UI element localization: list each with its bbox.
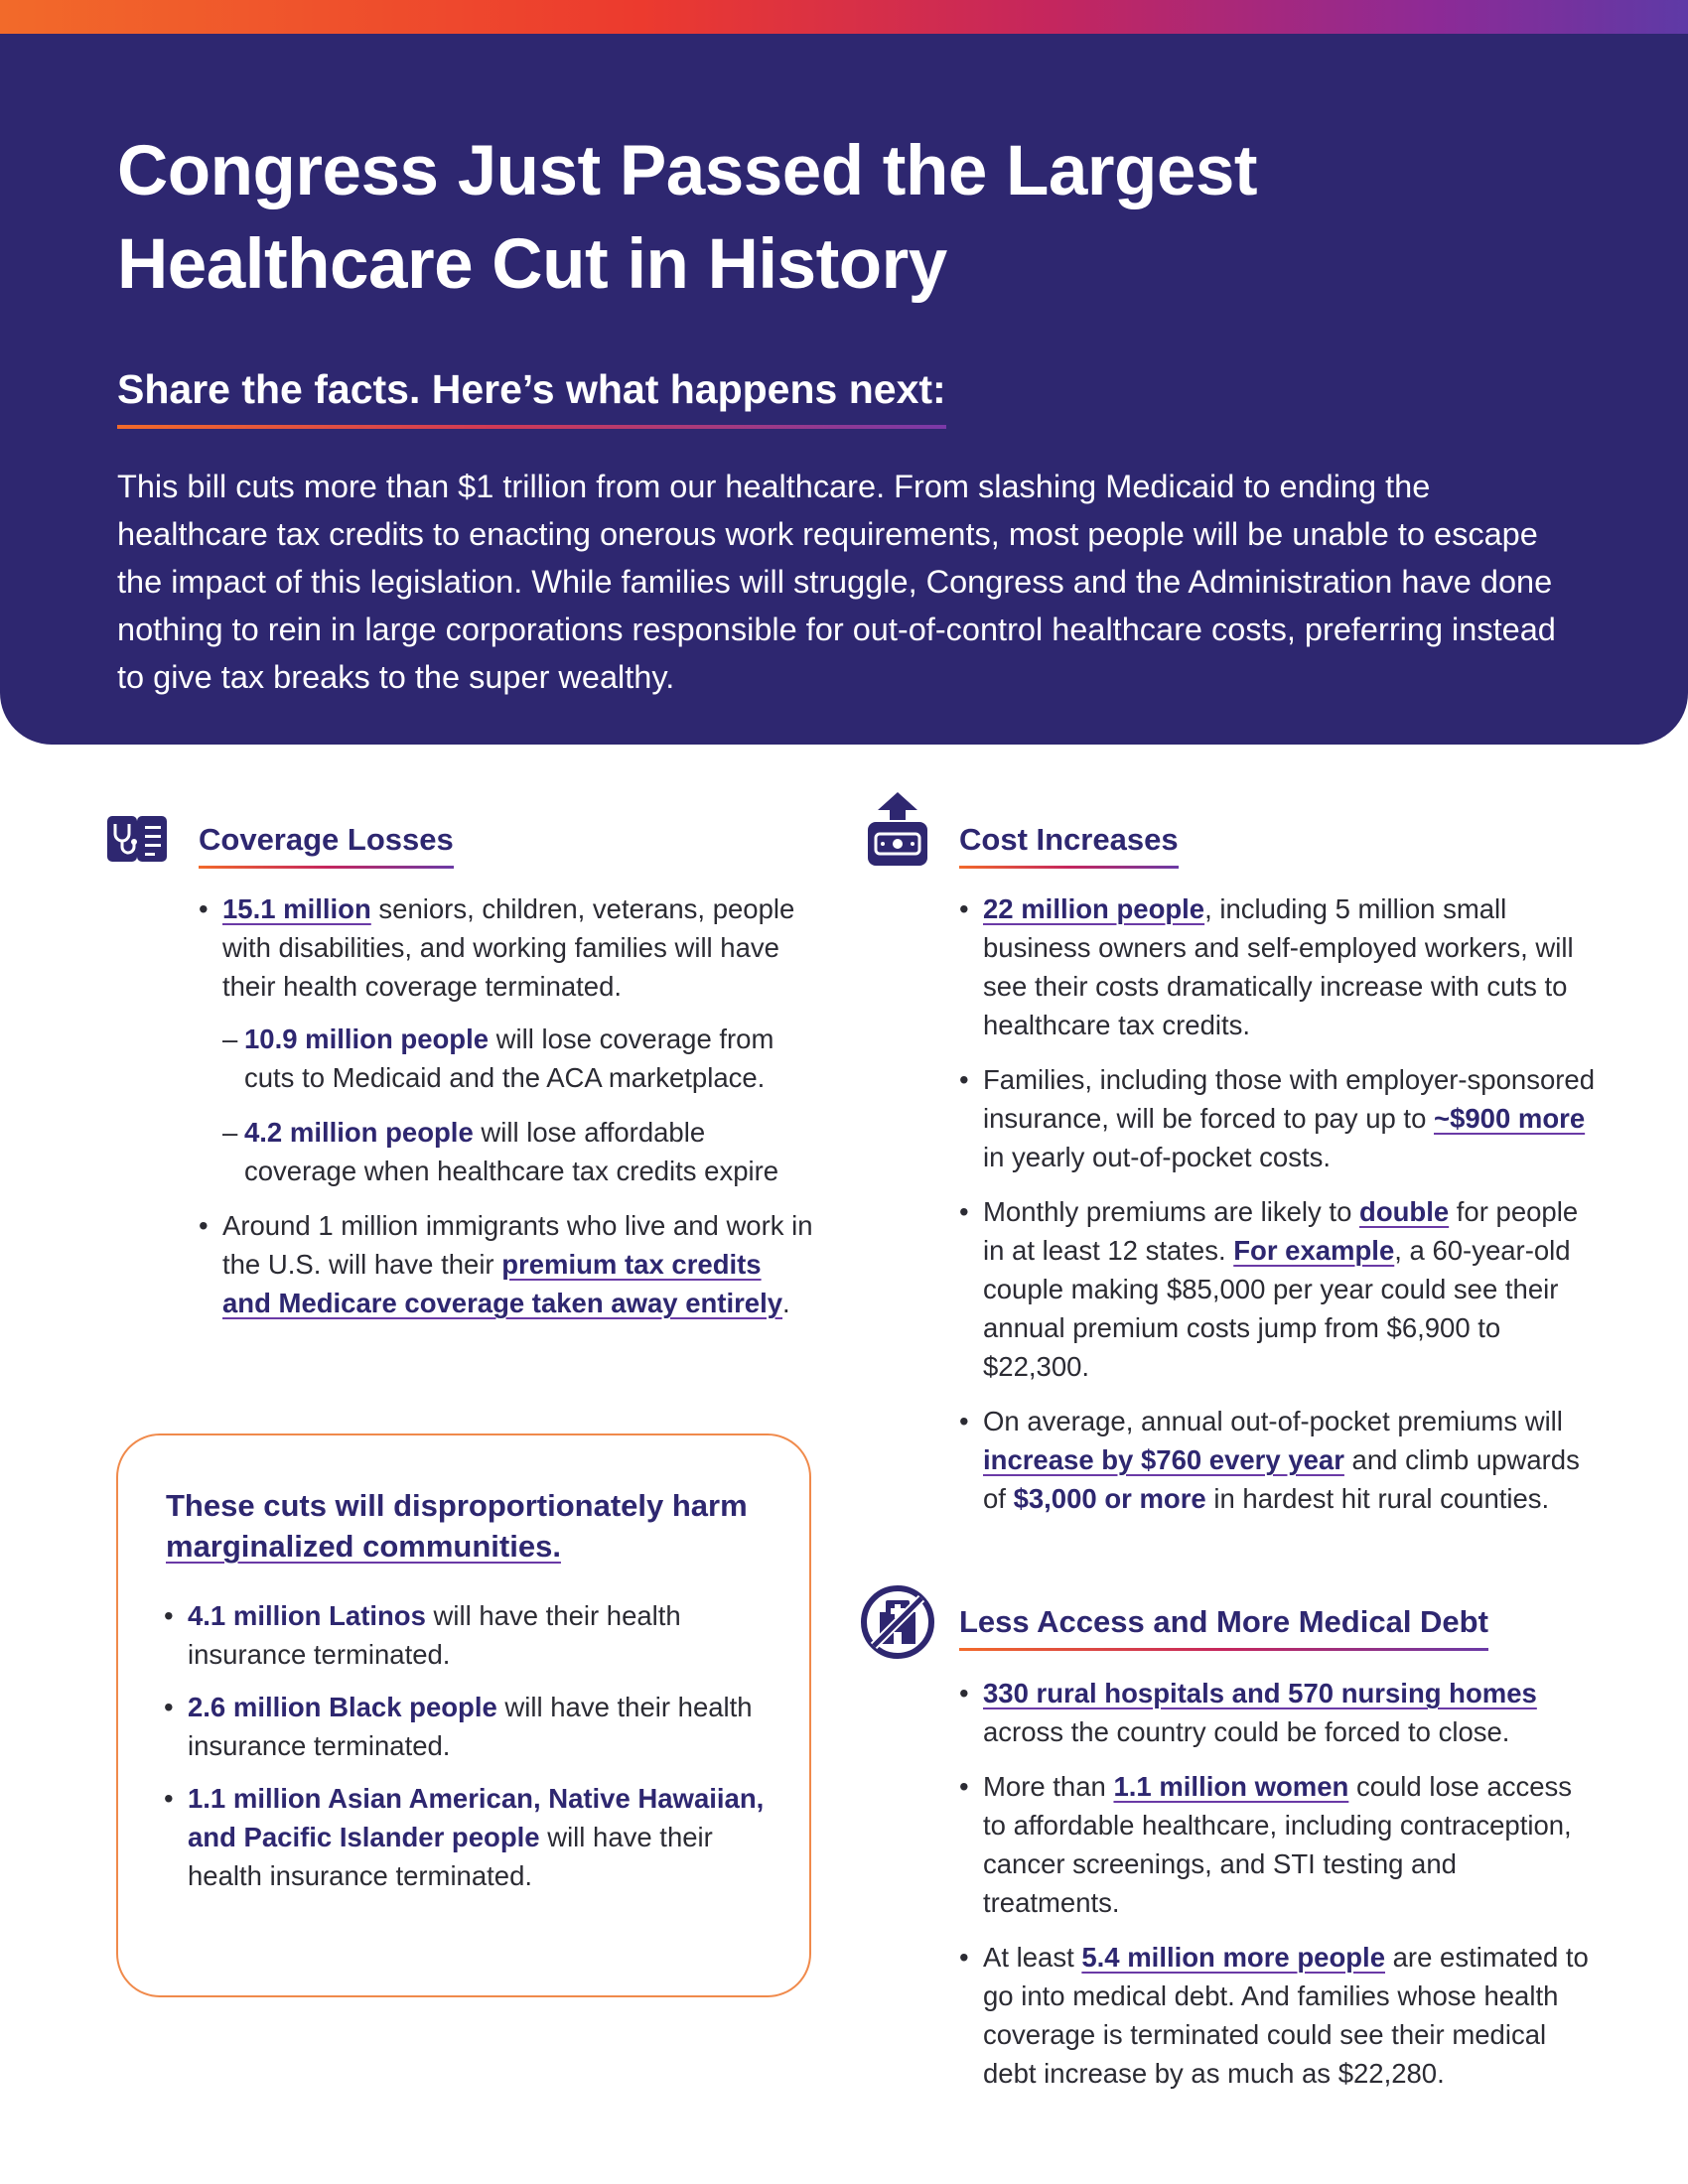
list-item-text: across the country could be forced to close. (983, 1716, 1510, 1747)
list-item (959, 889, 1595, 1044)
title-line-1: Congress Just Passed the Largest (117, 132, 1258, 210)
list-item-strong: $3,000 or more (1013, 1483, 1206, 1514)
list-item-strong: 4.1 million Latinos (188, 1600, 426, 1631)
list-item (164, 1779, 779, 1895)
list-item (222, 1020, 814, 1097)
for-example-link[interactable]: For example (1233, 1235, 1395, 1266)
list-item-text: , including 5 million small business owners and self-employed workers, will see their costs dramatically increase with cuts to healthcare tax credits. (983, 893, 1574, 1040)
list-item (222, 1113, 814, 1190)
list-item-strong: 1.1 million Asian American, Native Hawaiian, and Pacific Islander people (188, 1783, 765, 1852)
list-item (164, 1688, 779, 1765)
top-gradient-bar (0, 0, 1688, 34)
list-item-strong: 4.2 million people (244, 1117, 474, 1148)
title-line-2: Healthcare Cut in History (117, 225, 947, 304)
list-item-text: for people in at least 12 states. (983, 1196, 1579, 1266)
22-million-people-link[interactable]: 22 million people (983, 893, 1205, 924)
increase-760-link[interactable]: increase by $760 every year (983, 1444, 1344, 1475)
access-debt-header (862, 1582, 1597, 1662)
medical-records-icon (101, 810, 173, 870)
callout-list-wrap (164, 1596, 779, 1909)
coverage-losses-title: Coverage Losses (199, 822, 454, 857)
access-debt-list-wrap (959, 1674, 1595, 2109)
list-item (199, 889, 814, 1190)
list-item (199, 1206, 814, 1322)
intro-paragraph: This bill cuts more than $1 trillion from our healthcare. From slashing Medicaid to ending the healthcare tax credits to enacting onerous work requirements, most people will be unable to escape the impact of this legislation. While families will struggle, Congress and the Administration have done nothing to rein in large corporations responsible for out-of-control healthcare costs, preferring instead to give tax breaks to the super wealthy. (117, 469, 1556, 695)
money-up-arrow-icon (862, 790, 933, 870)
list-item-text: Families, including those with employer-sponsored insurance, will be forced to pay up to (983, 1064, 1595, 1134)
page-subtitle: Share the facts. Here’s what happens next: (117, 366, 946, 412)
list-item-text: will have their health insurance terminated. (188, 1600, 681, 1670)
marginalized-communities-callout (116, 1433, 811, 1997)
cost-increases-list (959, 889, 1595, 1518)
list-item-text: could lose access to affordable healthcare, including contraception, cancer screenings, and STI testing and treatments. (983, 1771, 1573, 1918)
list-item-text: seniors, children, veterans, people with disabilities, and working families will have their health coverage terminated. (222, 893, 795, 1002)
list-item-text: Around 1 million immigrants who live and work in the U.S. will have their (222, 1210, 813, 1280)
900-more-link[interactable]: ~$900 more (1434, 1103, 1586, 1134)
access-debt-list (959, 1674, 1595, 2093)
1-1-million-women-link[interactable]: 1.1 million women (1113, 1771, 1349, 1802)
coverage-losses-list-wrap (199, 889, 814, 1338)
cost-increases-header (862, 790, 1597, 870)
cost-increases-title: Cost Increases (959, 822, 1179, 857)
list-item (959, 1192, 1595, 1386)
list-item-text: in hardest hit rural counties. (1205, 1483, 1550, 1514)
marginalized-communities-link[interactable]: marginalized communities. (166, 1529, 561, 1564)
list-item-text: , a 60-year-old couple making $85,000 per year could see their annual premium costs jump from $6,900 to $22,300. (983, 1235, 1571, 1382)
list-item-text: will lose coverage from cuts to Medicaid and the ACA marketplace. (244, 1024, 774, 1093)
page-title (117, 125, 1567, 312)
callout-title (166, 1485, 781, 1567)
list-item-strong: 10.9 million people (244, 1024, 490, 1054)
no-hospital-icon (858, 1582, 937, 1662)
list-item-text: in yearly out-of-pocket costs. (983, 1142, 1332, 1172)
list-item (164, 1596, 779, 1674)
list-item-text: At least (983, 1942, 1082, 1973)
coverage-losses-list (199, 889, 814, 1322)
list-item (959, 1402, 1595, 1518)
list-item-text: and climb upwards of (983, 1444, 1580, 1514)
5-4-million-people-link[interactable]: 5.4 million more people (1081, 1942, 1385, 1973)
list-item (959, 1938, 1595, 2093)
hero-banner (0, 34, 1688, 745)
callout-list (164, 1596, 779, 1895)
access-debt-title: Less Access and More Medical Debt (959, 1604, 1488, 1639)
list-item (959, 1767, 1595, 1922)
list-item-text: are estimated to go into medical debt. And families whose health coverage is terminated could see their medical debt increase by as much as $22,280. (983, 1942, 1589, 2089)
list-item-text: On average, annual out-of-pocket premiums will (983, 1406, 1563, 1436)
list-item (959, 1060, 1595, 1176)
list-item-text: More than (983, 1771, 1114, 1802)
list-item-text: will lose affordable coverage when healthcare tax credits expire (244, 1117, 779, 1186)
list-item-text: will have their health insurance terminated. (188, 1692, 753, 1761)
double-link[interactable]: double (1359, 1196, 1450, 1227)
list-item-text: Monthly premiums are likely to (983, 1196, 1360, 1227)
list-item (959, 1674, 1595, 1751)
cost-increases-list-wrap (959, 889, 1595, 1534)
callout-title-text: These cuts will disproportionately harm (166, 1488, 748, 1523)
list-item-strong: 2.6 million Black people (188, 1692, 497, 1722)
premium-tax-credits-link[interactable]: premium tax credits and Medicare coverage taken away entirely (222, 1249, 783, 1318)
coverage-sub-list (222, 1020, 814, 1190)
coverage-losses-header (101, 810, 816, 870)
list-item-text: . (782, 1288, 790, 1318)
coverage-link-15-1-million[interactable]: 15.1 million (222, 893, 371, 924)
list-item-text: will have their health insurance terminated. (188, 1822, 713, 1891)
rural-hospitals-link[interactable]: 330 rural hospitals and 570 nursing homes (983, 1678, 1537, 1708)
